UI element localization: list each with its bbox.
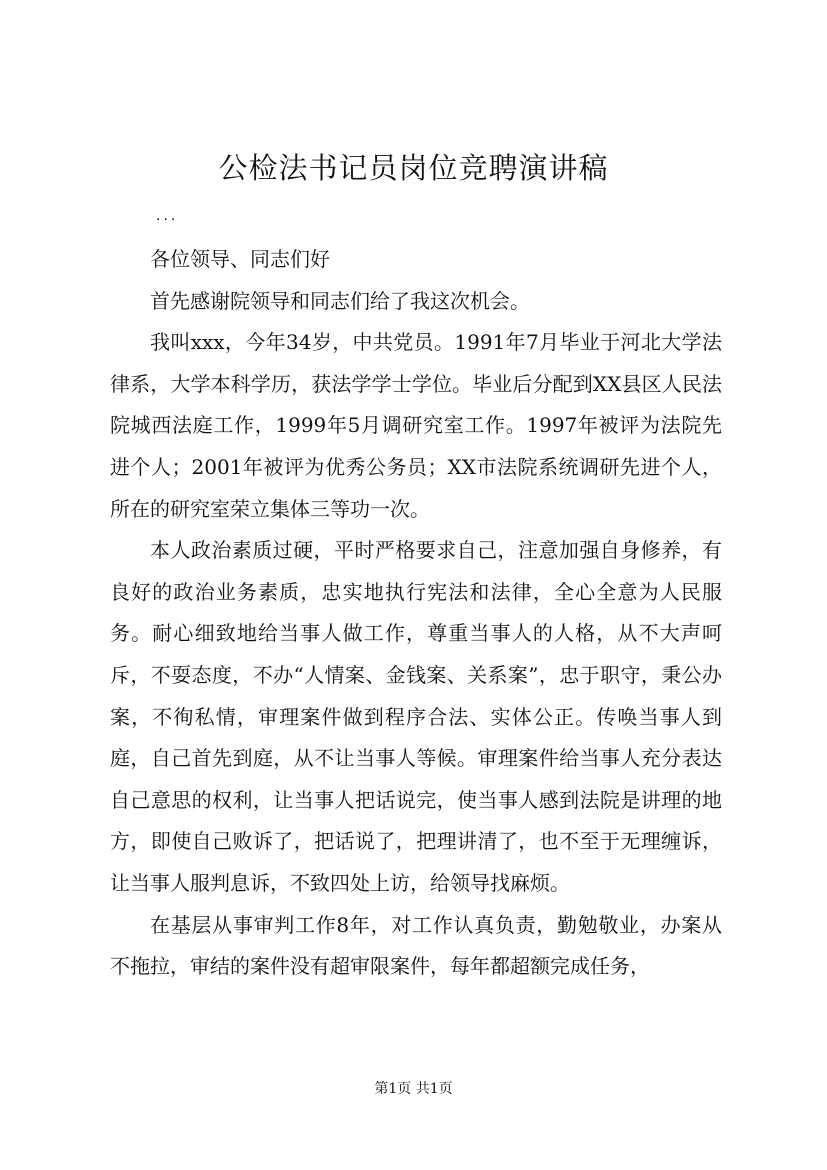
document-title: 公检法书记员岗位竞聘演讲稿 — [218, 151, 609, 185]
paragraph-greeting: 各位领导、同志们好 — [150, 247, 330, 271]
ellipsis-marker: ... — [156, 208, 179, 224]
paragraph-work-experience: 在基层从事审判工作8年，对工作认真负责，勤勉敬业，办案从不拖拉，审结的案件没有超审限案件，每年都超额完成任务， — [110, 912, 722, 979]
paragraph-introduction: 我叫xxx，今年34岁，中共党员。1991年7月毕业于河北大学法律系，大学本科学历，获法学学士学位。毕业后分配到XX县区人民法院城西法庭工作，1999年5月调研究室工作。1997年被评为法院先进个人；2001年被评为优秀公务员；XX市法院系统调研先进个人，所在的研究室荣立集体三等功一次。 — [110, 330, 722, 521]
paragraph-political-quality: 本人政治素质过硬，平时严格要求自己，注意加强自身修养，有良好的政治业务素质，忠实地执行宪法和法律，全心全意为人民服务。耐心细致地给当事人做工作，尊重当事人的人格，从不大声呵斥，不耍态度，不办“人情案、金钱案、关系案”，忠于职守，秉公办案，不徇私情，审理案件做到程序合法、实体公正。传唤当事人到庭，自己首先到庭，从不让当事人等候。审理案件给当事人充分表达自己意思的权利，让当事人把话说完，使当事人感到法院是讲理的地方，即使自己败诉了，把话说了，把理讲清了，也不至于无理缠诉，让当事人服判息诉，不致四处上访，给领导找麻烦。 — [110, 538, 722, 895]
page-footer: 第1页 共1页 — [374, 1081, 453, 1097]
paragraph-thanks: 首先感谢院领导和同志们给了我这次机会。 — [150, 288, 530, 313]
document-body — [110, 239, 722, 988]
